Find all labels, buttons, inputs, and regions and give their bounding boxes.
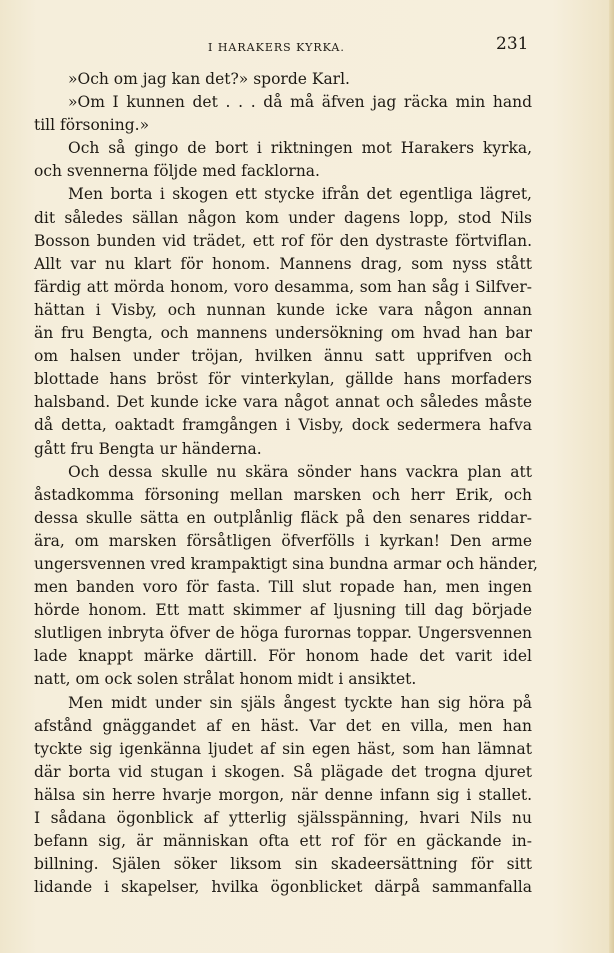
text-line: färdig att mörda honom, voro desamma, som han såg i Silfver- [34,277,532,296]
body-text [34,68,538,899]
text-line: Men midt under sin själs ångest tyckte han sig höra på [68,693,532,712]
text-line: åstadkomma försoning mellan marsken och herr Erik, och [34,485,532,504]
running-head: I HARAKERS KYRKA. [208,41,345,54]
text-line: halsband. Det kunde icke vara något annat och således måste [34,393,532,412]
text-line: dit således sällan någon kom under dagens lopp, stod Nils [34,208,532,227]
text-line: då detta, oaktadt framgången i Visby, dock sedermera hafva [34,416,532,435]
text-line: Och dessa skulle nu skära sönder hans vackra plan att [68,462,532,481]
text-line: »Och om jag kan det?» sporde Karl. [68,70,350,88]
text-line: slutligen inbryta öfver de höga furornas toppar. Ungersvennen [34,624,532,643]
text-line: I sådana ögonblick af ytterlig själsspänning, hvari Nils nu [34,809,532,827]
text-line: »Om I kunnen det . . . då må äfven jag räcka min hand [68,93,532,112]
text-line: befann sig, är människan ofta ett rof för en gäckande in- [34,832,532,851]
text-line: men banden voro för fasta. Till slut ropade han, men ingen [34,578,532,597]
text-line: hörde honom. Ett matt skimmer af ljusning till dag började [34,601,532,620]
page-edge [609,0,614,953]
text-line: om halsen under tröjan, hvilken ännu satt upprifven och [34,347,532,366]
page-number: 231 [496,34,529,54]
text-line: Men borta i skogen ett stycke ifrån det egentliga lägret, [68,185,532,204]
text-line: dessa skulle sätta en outplånlig fläck på den senares riddar- [34,508,532,527]
page-header [0,34,614,58]
text-line: till försoning.» [34,116,150,135]
text-line: tyckte sig igenkänna ljudet af sin egen häst, som han lämnat [34,739,532,758]
text-line: Och så gingo de bort i riktningen mot Harakers kyrka, [68,139,532,158]
text-line: billning. Själen söker liksom sin skadeersättning för sitt [34,855,532,874]
text-line: hättan i Visby, och nunnan kunde icke vara någon annan [34,300,532,319]
text-line: än fru Bengta, och mannens undersökning om hvad han bar [34,324,532,343]
text-line: Allt var nu klart för honom. Mannens drag, som nyss stått [34,254,532,273]
text-line: ära, om marsken försåtligen öfverfölls i kyrkan! Den arme [34,531,532,550]
text-line: hälsa sin herre hvarje morgon, när denne infann sig i stallet. [34,785,532,804]
text-line: lidande i skapelser, hvilka ögonblicket därpå sammanfalla [34,878,532,897]
text-line: blottade hans bröst för vinterkylan, gällde hans morfaders [34,370,532,389]
text-line: lade knappt märke därtill. För honom hade det varit idel [34,647,532,666]
text-line: och svennerna följde med facklorna. [34,162,320,181]
text-line: natt, om ock solen strålat honom midt i ansiktet. [34,670,417,689]
text-line: ungersvennen vred krampaktigt sina bundna armar och händer, [34,554,538,573]
text-line: Bosson bunden vid trädet, ett rof för den dystraste förtviflan. [34,231,532,250]
text-line: där borta vid stugan i skogen. Så plägade det trogna djuret [34,762,532,781]
text-line: gått fru Bengta ur händerna. [34,439,262,458]
text-line: afstånd gnäggandet af en häst. Var det en villa, men han [34,716,532,735]
